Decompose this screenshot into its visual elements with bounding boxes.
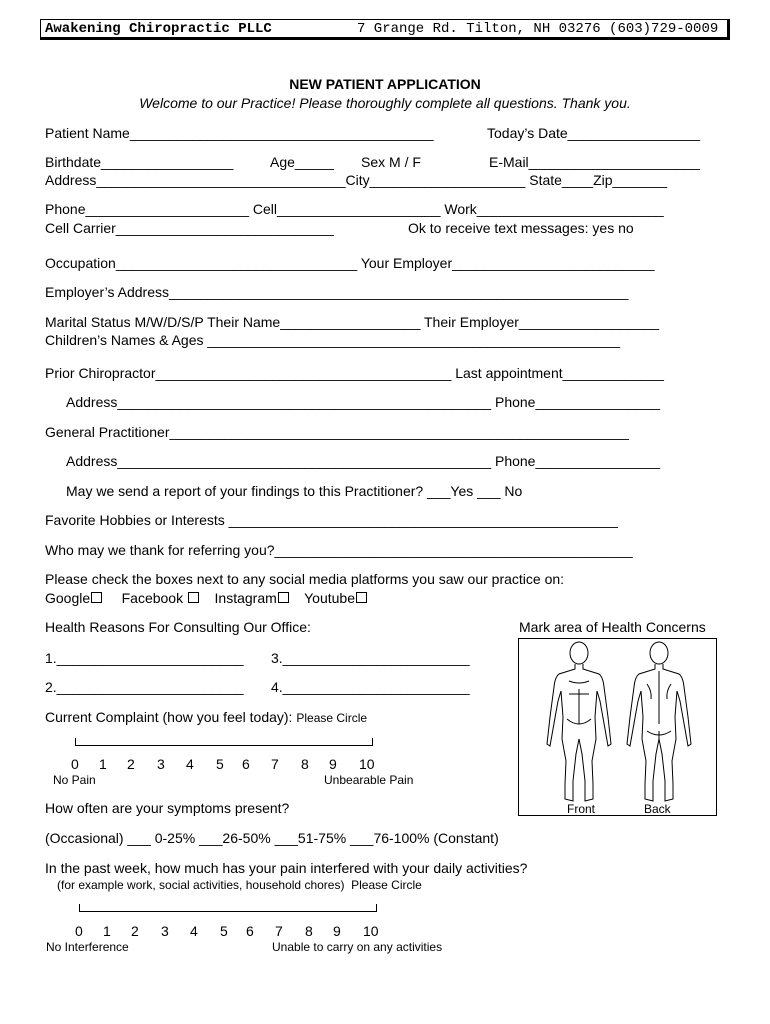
todays-date-field[interactable]: Today’s Date_________________: [487, 125, 701, 141]
age-field[interactable]: Age_____: [270, 154, 334, 170]
send-report-field[interactable]: May we send a report of your findings to this Practitioner? ___Yes ___ No: [66, 483, 523, 499]
current-complaint-label: [45, 710, 367, 724]
hobbies-field[interactable]: Favorite Hobbies or Interests __________________________________________________: [45, 512, 618, 528]
instagram-checkbox[interactable]: [278, 592, 289, 603]
text-consent-field[interactable]: Ok to receive text messages: yes no: [408, 220, 634, 236]
pain-scale-number-8[interactable]: 8: [301, 756, 309, 772]
sex-field[interactable]: Sex M / F: [361, 154, 421, 170]
back-label: Back: [644, 802, 671, 816]
social-media-prompt: Please check the boxes next to any social media platforms you saw our practice on:: [45, 571, 565, 587]
no-interference-label: No Interference: [46, 940, 129, 954]
interference-scale-number-9[interactable]: 9: [333, 923, 341, 939]
instagram-label: Instagram: [214, 590, 277, 606]
youtube-checkbox[interactable]: [356, 592, 367, 603]
pain-scale-number-4[interactable]: 4: [186, 756, 194, 772]
current-complaint-question: Current Complaint (how you feel today):: [45, 709, 293, 725]
pain-scale-number-1[interactable]: 1: [99, 756, 107, 772]
employer-address-field[interactable]: Employer’s Address___________________________________________________________: [45, 284, 629, 300]
health-reason-1[interactable]: 1.________________________: [45, 650, 244, 666]
pain-scale-number-7[interactable]: 7: [271, 756, 279, 772]
practice-address: 7 Grange Rd. Tilton, NH 03276 (603)729-0009: [357, 21, 719, 37]
pain-scale-number-2[interactable]: 2: [127, 756, 135, 772]
mark-area-heading: Mark area of Health Concerns: [519, 619, 706, 635]
interference-scale-number-2[interactable]: 2: [131, 923, 139, 939]
birthdate-field[interactable]: Birthdate_________________: [45, 154, 234, 170]
interference-scale-number-7[interactable]: 7: [275, 923, 283, 939]
social-media-options: [45, 591, 367, 605]
phone-field[interactable]: Phone_____________________ Cell_____________________ Work________________________: [45, 201, 664, 217]
interference-scale-number-1[interactable]: 1: [103, 923, 111, 939]
unbearable-pain-label: Unbearable Pain: [324, 773, 414, 787]
pain-scale-number-9[interactable]: 9: [329, 756, 337, 772]
interference-scale-line: [79, 904, 377, 912]
welcome-text: Welcome to our Practice! Please thoroughly complete all questions. Thank you.: [139, 95, 631, 111]
prior-chiropractor-address-field[interactable]: Address________________________________________________ Phone________________: [66, 394, 661, 410]
pain-scale-number-6[interactable]: 6: [242, 756, 250, 772]
children-field[interactable]: Children’s Names & Ages _____________________________________________________: [45, 332, 621, 348]
pain-scale-number-10[interactable]: 10: [359, 756, 375, 772]
interference-example-row: [57, 879, 422, 891]
no-pain-label: No Pain: [53, 773, 96, 787]
health-reason-3[interactable]: 3.________________________: [271, 650, 470, 666]
body-diagram[interactable]: [518, 638, 717, 816]
interference-scale-number-4[interactable]: 4: [190, 923, 198, 939]
front-label: Front: [567, 802, 596, 816]
prior-chiropractor-field[interactable]: Prior Chiropractor______________________________________ Last appointment_____________: [45, 365, 664, 381]
current-complaint-circle: Please Circle: [296, 711, 368, 725]
google-checkbox[interactable]: [91, 592, 102, 603]
email-field[interactable]: E-Mail______________________: [489, 154, 700, 170]
pain-scale-number-0[interactable]: 0: [71, 756, 79, 772]
interference-scale-number-8[interactable]: 8: [305, 923, 313, 939]
interference-scale-number-6[interactable]: 6: [246, 923, 254, 939]
referral-field[interactable]: Who may we thank for referring you?______________________________________________: [45, 542, 633, 558]
interference-scale-number-0[interactable]: 0: [75, 923, 83, 939]
interference-example: (for example work, social activities, household chores): [57, 878, 345, 892]
interference-scale-number-5[interactable]: 5: [220, 923, 228, 939]
interference-scale-number-3[interactable]: 3: [161, 923, 169, 939]
address-field[interactable]: Address________________________________City____________________ State____Zip_______: [45, 172, 668, 188]
pain-scale-number-3[interactable]: 3: [157, 756, 165, 772]
practice-header: [40, 19, 730, 40]
google-label: Google: [45, 590, 91, 606]
form-title: NEW PATIENT APPLICATION: [289, 76, 481, 92]
marital-status-field[interactable]: Marital Status M/W/D/S/P Their Name__________________ Their Employer__________________: [45, 314, 660, 330]
body-figures-icon: [519, 639, 716, 815]
health-reasons-heading: Health Reasons For Consulting Our Office:: [45, 619, 311, 635]
interference-scale-number-10[interactable]: 10: [363, 923, 379, 939]
general-practitioner-field[interactable]: General Practitioner___________________________________________________________: [45, 424, 629, 440]
patient-name-field[interactable]: Patient Name_______________________________________: [45, 125, 434, 141]
cell-carrier-field[interactable]: Cell Carrier____________________________: [45, 220, 334, 236]
frequency-options[interactable]: (Occasional) ___ 0-25% ___26-50% ___51-75% ___76-100% (Constant): [45, 830, 499, 846]
interference-circle: Please Circle: [351, 878, 422, 892]
pain-scale-number-5[interactable]: 5: [216, 756, 224, 772]
facebook-checkbox[interactable]: [188, 592, 199, 603]
gp-address-field[interactable]: Address________________________________________________ Phone________________: [66, 453, 661, 469]
health-reason-2[interactable]: 2.________________________: [45, 679, 244, 695]
unable-label: Unable to carry on any activities: [272, 940, 443, 954]
youtube-label: Youtube: [304, 590, 355, 606]
health-reason-4[interactable]: 4.________________________: [271, 679, 470, 695]
frequency-question: How often are your symptoms present?: [45, 800, 290, 816]
practice-name: Awakening Chiropractic PLLC: [45, 21, 272, 37]
pain-scale-line: [75, 738, 373, 746]
interference-question: In the past week, how much has your pain interfered with your daily activities?: [45, 860, 528, 876]
facebook-label: Facebook: [121, 590, 184, 606]
occupation-field[interactable]: Occupation_______________________________ Your Employer__________________________: [45, 255, 655, 271]
